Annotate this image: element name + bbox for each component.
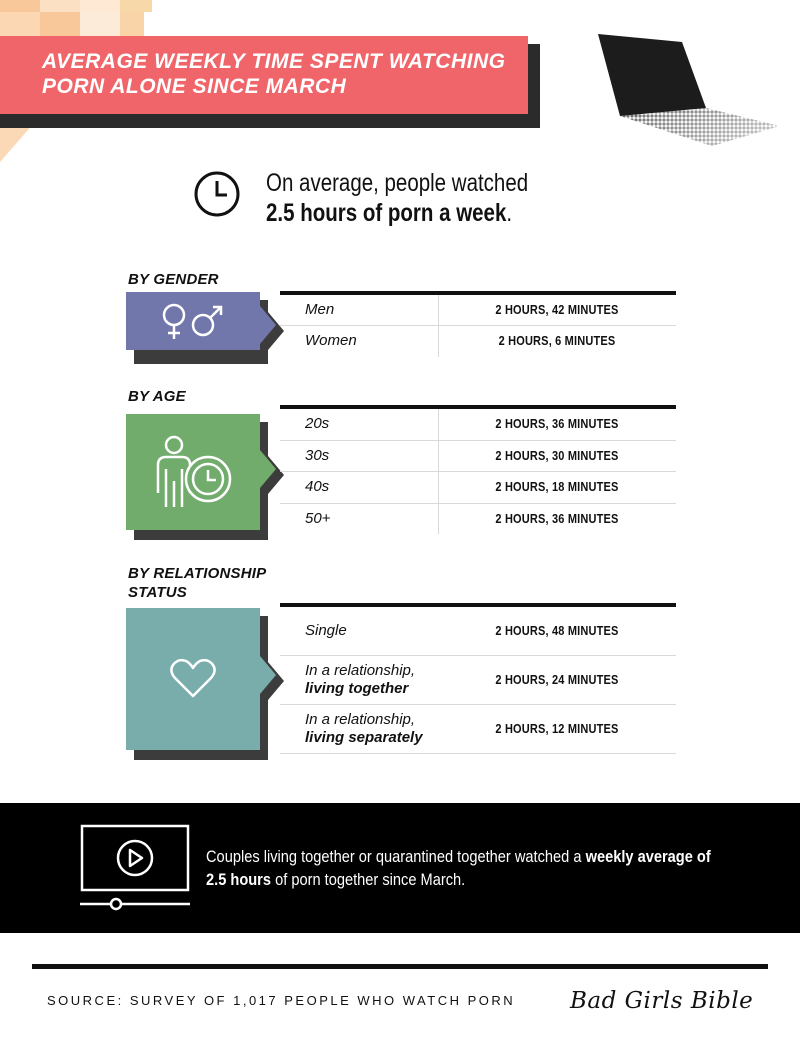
footer-line2 bbox=[206, 868, 722, 891]
row-label-bold: living together bbox=[305, 680, 409, 697]
footer-text-bold2: 2.5 hours bbox=[206, 870, 272, 889]
row-value: 2 HOURS, 18 MINUTES bbox=[495, 480, 619, 494]
person-clock-icon bbox=[150, 433, 236, 511]
relationship-card bbox=[126, 608, 260, 750]
row-label-line1: In a relationship, bbox=[305, 711, 416, 728]
row-label: Single bbox=[305, 622, 347, 639]
average-highlight: 2.5 hours of porn a week bbox=[266, 199, 507, 227]
table-row bbox=[280, 504, 676, 534]
laptop-illustration bbox=[594, 30, 784, 150]
row-label: Men bbox=[305, 301, 335, 318]
row-label: 40s bbox=[305, 478, 330, 495]
table-row bbox=[280, 656, 676, 704]
row-value: 2 HOURS, 36 MINUTES bbox=[495, 512, 619, 526]
table-row bbox=[280, 607, 676, 655]
row-value: 2 HOURS, 48 MINUTES bbox=[495, 624, 619, 638]
average-line-2 bbox=[266, 198, 528, 228]
row-value: 2 HOURS, 42 MINUTES bbox=[495, 303, 619, 317]
table-row bbox=[280, 326, 676, 356]
table-row bbox=[280, 441, 676, 471]
average-line-1: On average, people watched bbox=[266, 169, 529, 197]
footer-text-bold1: weekly average of bbox=[585, 847, 711, 866]
row-label bbox=[280, 662, 438, 698]
section-heading-relationship-line1: BY RELATIONSHIP bbox=[128, 565, 267, 582]
section-heading-relationship-line2: STATUS bbox=[128, 584, 187, 601]
video-player-icon bbox=[80, 824, 192, 914]
relationship-card-pointer bbox=[258, 656, 278, 694]
row-label-bold: living separately bbox=[305, 729, 423, 746]
footer-line1 bbox=[206, 845, 722, 868]
table-row bbox=[280, 409, 676, 439]
row-label: 20s bbox=[305, 415, 330, 432]
row-label: 50+ bbox=[305, 510, 331, 527]
gender-card-pointer bbox=[258, 306, 278, 344]
row-value: 2 HOURS, 6 MINUTES bbox=[498, 334, 616, 348]
table-row bbox=[280, 472, 676, 502]
row-value: 2 HOURS, 30 MINUTES bbox=[495, 449, 619, 463]
row-label-line1: In a relationship, bbox=[305, 662, 416, 679]
table-row bbox=[280, 295, 676, 325]
section-heading-gender: BY GENDER bbox=[128, 271, 219, 288]
page-title: AVERAGE WEEKLY TIME SPENT WATCHING PORN ALONE SINCE MARCH bbox=[42, 50, 506, 98]
section-heading-relationship bbox=[128, 564, 266, 602]
row-value: 2 HOURS, 36 MINUTES bbox=[495, 417, 619, 431]
row-value: 2 HOURS, 24 MINUTES bbox=[495, 673, 619, 687]
age-card bbox=[126, 414, 260, 530]
table-row bbox=[280, 705, 676, 753]
row-label: 30s bbox=[305, 447, 330, 464]
heart-icon bbox=[169, 658, 217, 700]
footer-text-end: of porn together since March. bbox=[271, 870, 466, 889]
row-divider bbox=[280, 753, 676, 754]
gender-card bbox=[126, 292, 260, 350]
footer-text-start: Couples living together or quarantined together watched a bbox=[206, 847, 586, 866]
average-period: . bbox=[506, 199, 513, 227]
bottom-rule bbox=[32, 964, 768, 969]
row-label bbox=[280, 711, 438, 747]
footer-statement bbox=[206, 845, 722, 891]
decorative-squares bbox=[0, 0, 160, 36]
row-value: 2 HOURS, 12 MINUTES bbox=[495, 722, 619, 736]
average-statement bbox=[266, 168, 528, 228]
age-card-pointer bbox=[258, 450, 278, 488]
section-heading-age: BY AGE bbox=[128, 388, 186, 405]
gender-symbols-icon bbox=[157, 299, 229, 343]
row-label: Women bbox=[305, 332, 357, 349]
clock-icon bbox=[193, 170, 241, 218]
source-note: SOURCE: SURVEY OF 1,017 PEOPLE WHO WATCH PORN bbox=[47, 993, 516, 1008]
brand-logo: Bad Girls Bible bbox=[570, 988, 754, 1014]
